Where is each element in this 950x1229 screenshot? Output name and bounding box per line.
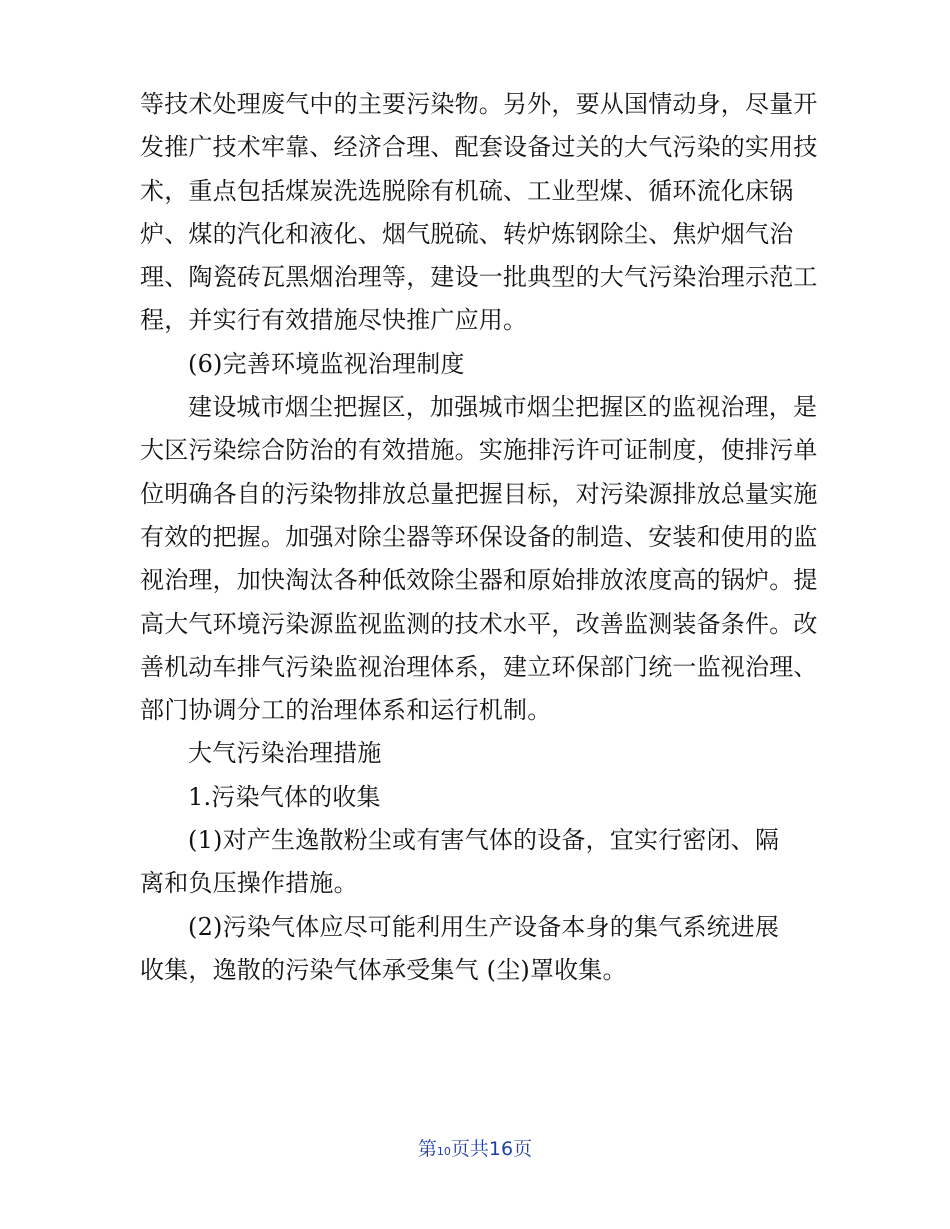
document-body	[140, 83, 820, 992]
footer-total-pages: 16	[488, 1138, 514, 1160]
page-footer	[0, 1134, 950, 1161]
section-heading-monitoring: (6)完善环境监视治理制度	[188, 349, 465, 378]
footer-suffix: 页	[513, 1138, 533, 1160]
footer-prefix: 第	[417, 1138, 437, 1160]
footer-current-page: 10	[436, 1145, 451, 1158]
list-item-2: (2)污染气体应尽可能利用生产设备本身的集气系统进展收集，逸散的污染气体承受集气 (尘)罩收集。	[140, 912, 780, 984]
section-heading-measures: 大气污染治理措施	[188, 739, 382, 768]
list-item-1: (1)对产生逸散粉尘或有害气体的设备，宜实行密闭、隔离和负压操作措施。	[140, 826, 780, 898]
paragraph-continuation: 等技术处理废气中的主要污染物。另外，要从国情动身，尽量开发推广技术牢靠、经济合理、配套设备过关的大气污染的实用技术，重点包括煤炭洗选脱除有机硫、工业型煤、循环流化床锅炉、煤的汽化和液化、烟气脱硫、转炉炼钢除尘、焦炉烟气治理、陶瓷砖瓦黑烟治理等，建设一批典型的大气污染治理示范工程，并实行有效措施尽快推广应用。	[140, 90, 818, 335]
subheading-gas-collection: 1.污染气体的收集	[188, 782, 381, 811]
footer-middle: 页共	[450, 1138, 489, 1160]
paragraph-monitoring: 建设城市烟尘把握区，加强城市烟尘把握区的监视治理，是大区污染综合防治的有效措施。实施排污许可证制度，使排污单位明确各自的污染物排放总量把握目标，对污染源排放总量实施有效的把握。加强对除尘器等环保设备的制造、安装和使用的监视治理，加快淘汰各种低效除尘器和原始排放浓度高的锅炉。提高大气环境污染源监视监测的技术水平，改善监测装备条件。改善机动车排气污染监视治理体系，建立环保部门统一监视治理、部门协调分工的治理体系和运行机制。	[140, 393, 818, 725]
